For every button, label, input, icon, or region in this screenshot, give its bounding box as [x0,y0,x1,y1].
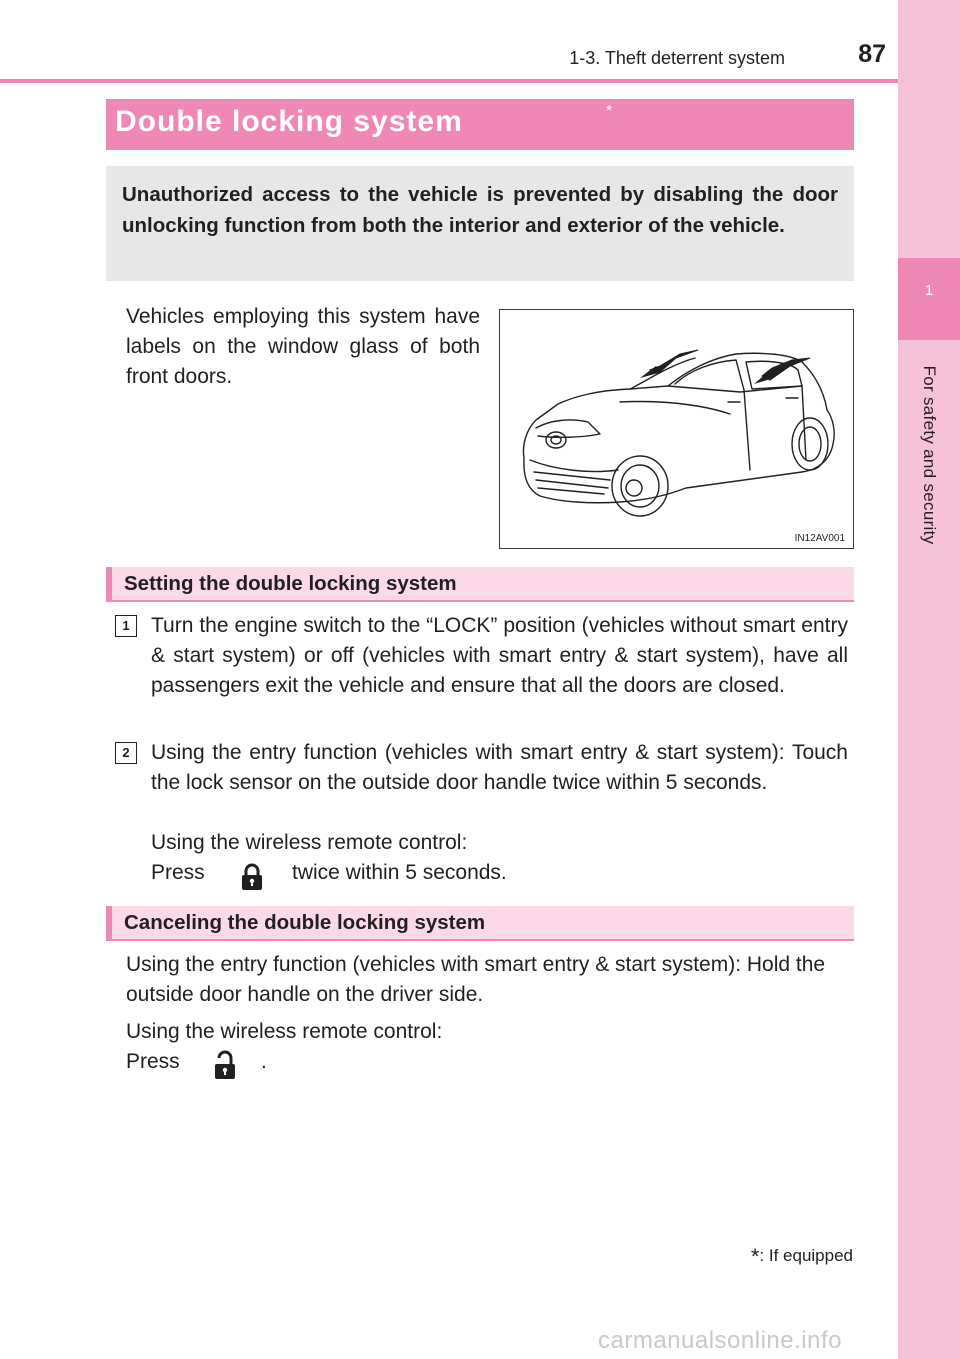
figure-caption: IN12AV001 [794,533,845,544]
setting-heading-bar [106,567,854,602]
heading-accent [106,567,112,600]
canceling-heading-bar [106,906,854,941]
step-number-2: 2 [115,742,137,764]
title-marker: * [606,103,613,120]
canceling-entry-text: Using the entry function (vehicles with smart entry & start system): Hold the outside door handle on the driver side. [126,953,826,1006]
watermark: carmanualsonline.info [598,1327,842,1354]
lock-icon [240,863,264,891]
footnote [700,1244,853,1270]
step-2-text: Using the entry function (vehicles with smart entry & start system): Touch the lock sensor on the outside door handle twice within 5 seconds. [151,741,848,794]
canceling-remote-label: Using the wireless remote control: [126,1020,443,1043]
step-2-press: Press [151,861,205,884]
step-1-text: Turn the engine switch to the “LOCK” position (vehicles without smart entry & start system) or off (vehicles with smart entry & start system), have all passengers exit the vehicle and ensure that all the doors are closed. [151,614,848,697]
footnote-text: : If equipped [759,1246,853,1265]
footnote-marker: * [750,1244,760,1269]
section-label: 1-3. Theft deterrent system [569,48,785,68]
vehicle-text: Vehicles employing this system have labels on the window glass of both front doors. [126,305,480,388]
step-2-remote-label: Using the wireless remote control: [151,831,468,854]
canceling-press: Press [126,1050,180,1073]
step-number-1: 1 [115,615,137,637]
intro-box [106,166,854,281]
page-number: 87 [858,40,886,68]
step-2-press-after: twice within 5 seconds. [292,861,507,884]
chapter-number: 1 [924,282,934,299]
unlock-icon [213,1050,237,1080]
car-drawing [500,310,853,548]
chapter-number-tab [898,258,960,340]
header-rule [0,79,898,83]
setting-heading: Setting the double locking system [124,572,457,595]
chapter-title: For safety and security [920,365,939,545]
canceling-press-after: . [261,1050,267,1073]
side-tab [898,0,960,1359]
heading-accent [106,906,112,939]
page-title: Double locking system [115,105,463,138]
title-bar [106,99,854,150]
intro-text: Unauthorized access to the vehicle is prevented by disabling the door unlocking function from both the interior and exterior of the vehicle. [122,183,838,237]
car-illustration [499,309,854,549]
canceling-heading: Canceling the double locking system [124,911,486,934]
